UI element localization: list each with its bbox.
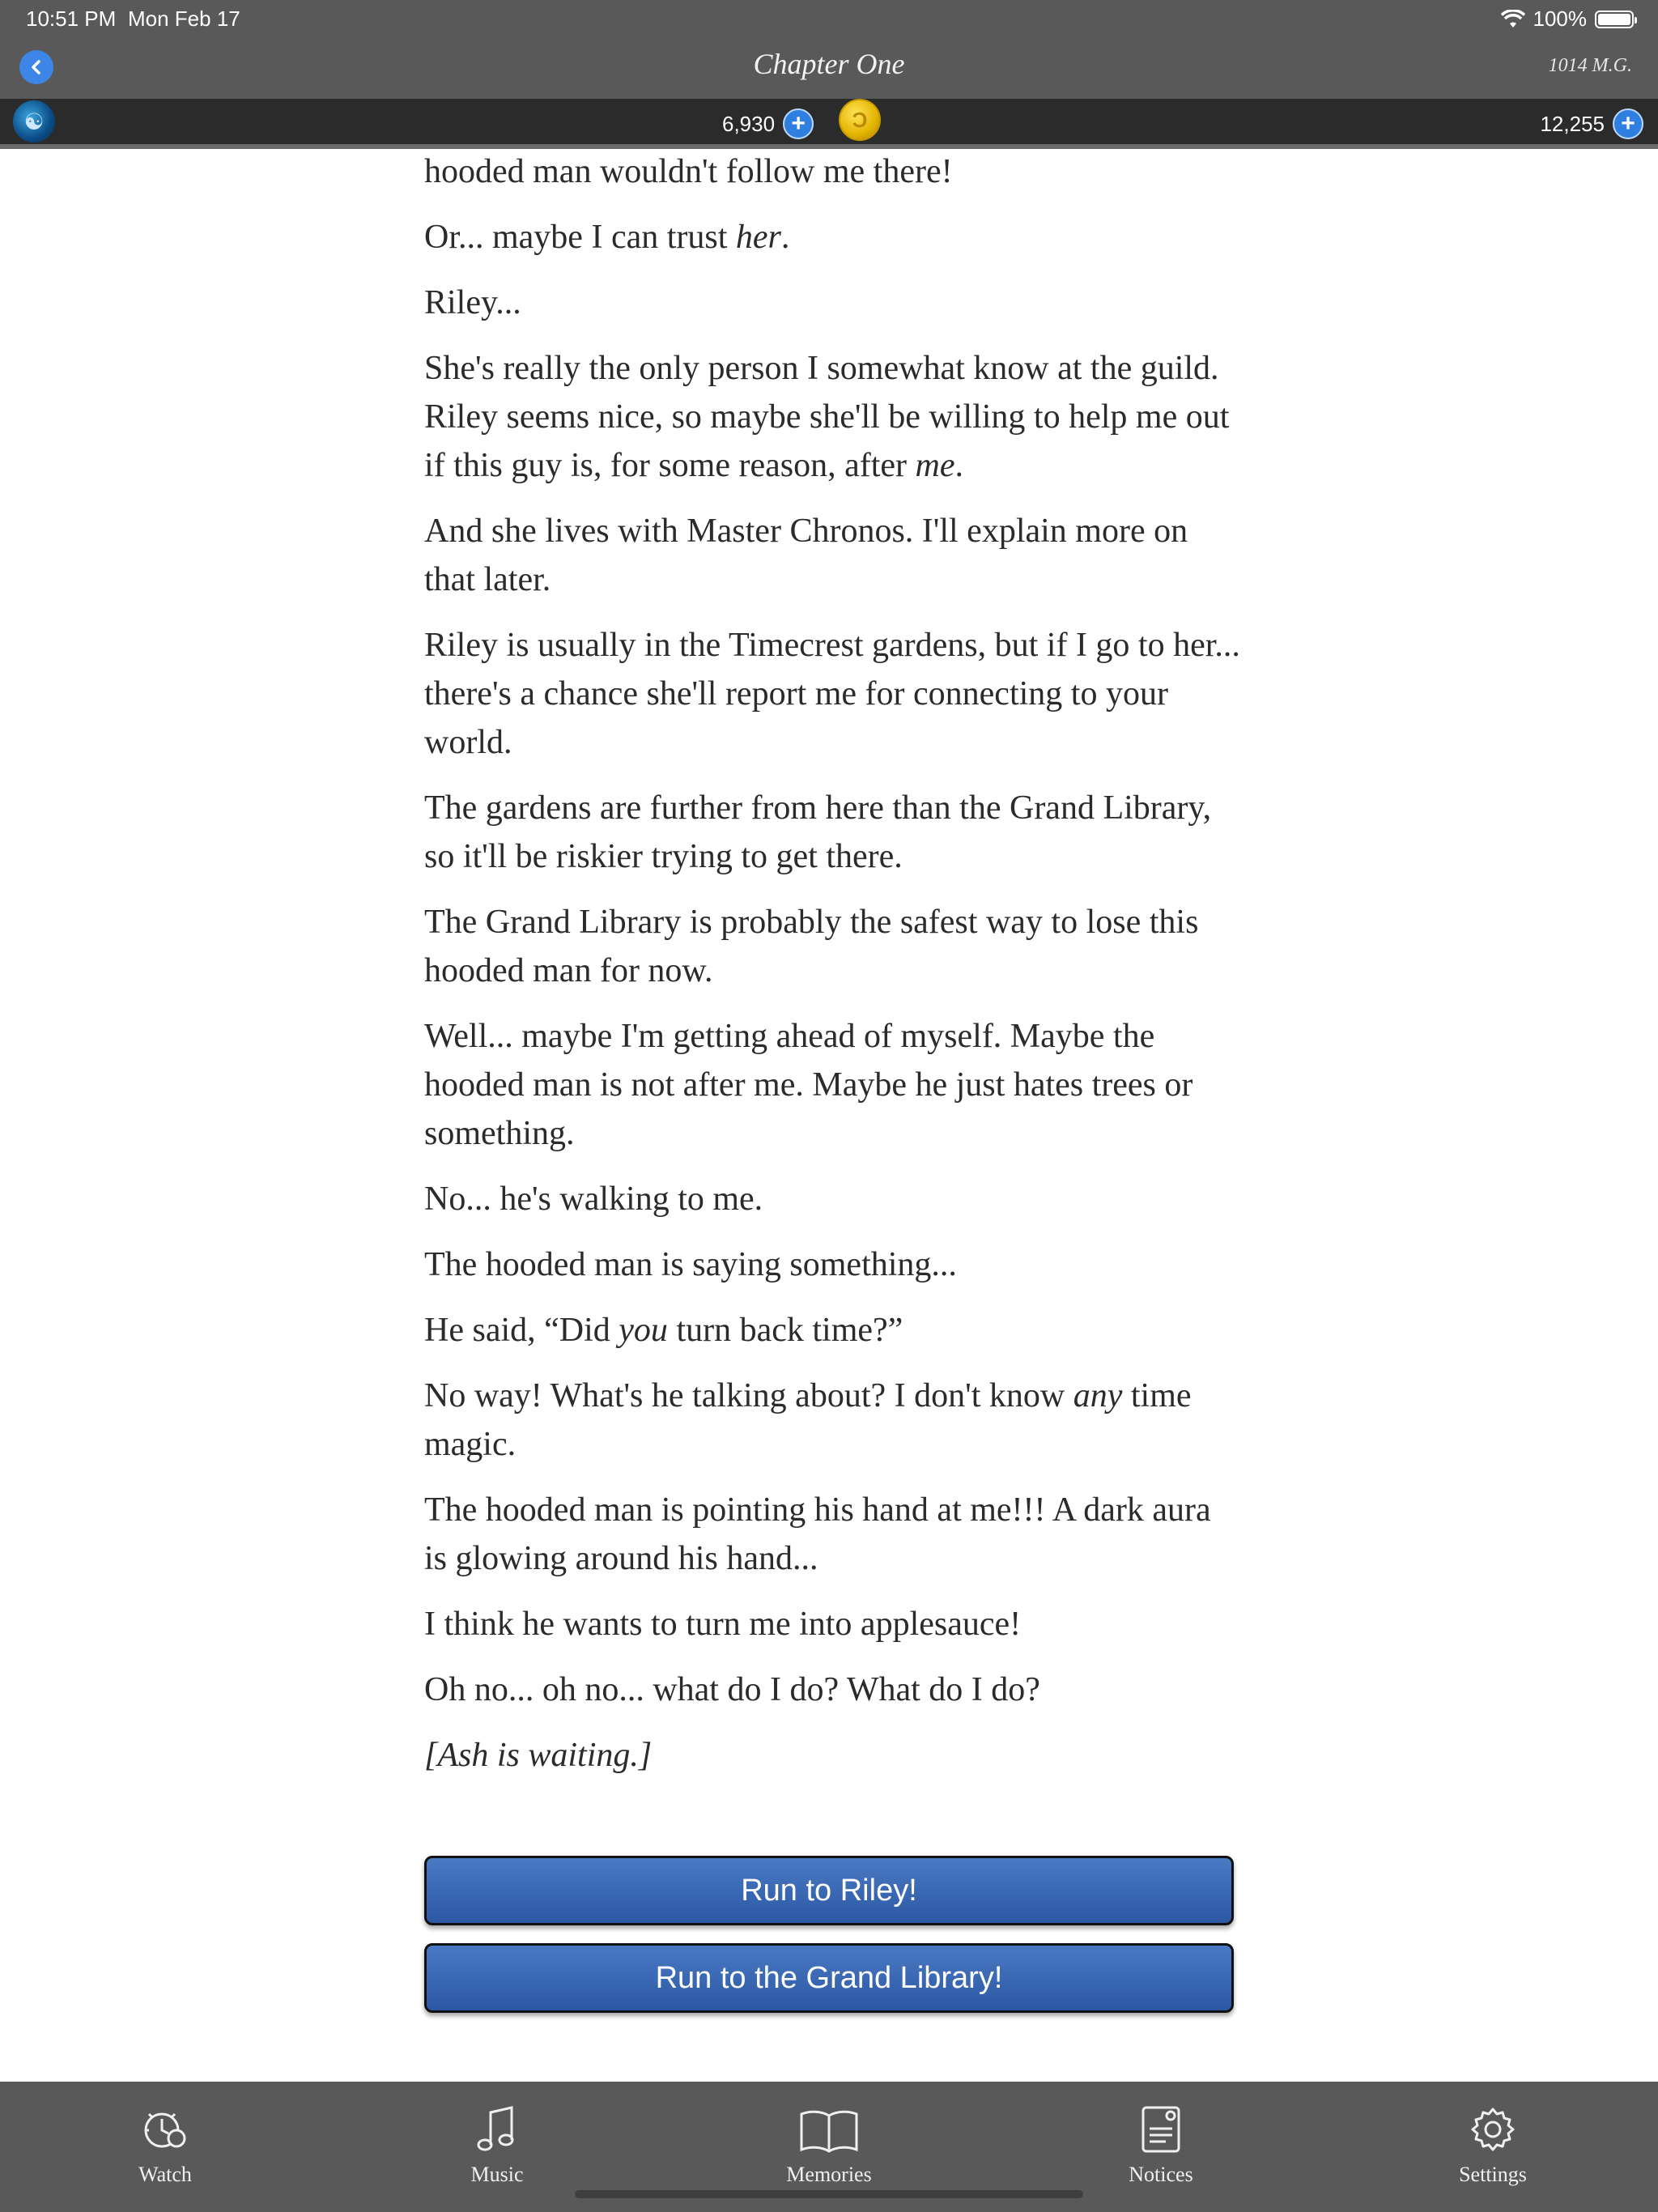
page-title: Chapter One bbox=[753, 48, 905, 80]
watch-icon bbox=[139, 2106, 191, 2155]
story-paragraph: The hooded man is saying something... bbox=[424, 1246, 957, 1283]
story-text bbox=[424, 147, 1242, 1797]
currency-left bbox=[722, 108, 814, 139]
home-indicator bbox=[575, 2190, 1083, 2198]
wifi-icon bbox=[1501, 10, 1525, 29]
avatar[interactable] bbox=[13, 100, 55, 143]
add-currency-right-button[interactable] bbox=[1613, 108, 1643, 139]
era-label: 1014 M.G. bbox=[1548, 55, 1632, 76]
book-icon bbox=[798, 2108, 860, 2155]
tab-settings[interactable] bbox=[1412, 2098, 1574, 2187]
currency-right bbox=[1540, 108, 1643, 139]
story-paragraph: No... he's walking to me. bbox=[424, 1180, 763, 1218]
story-paragraph: I think he wants to turn me into applesauce! bbox=[424, 1606, 1022, 1643]
tab-notices-label: Notices bbox=[1129, 2163, 1193, 2186]
story-paragraph: Or... maybe I can trust her. bbox=[424, 219, 790, 256]
coin-icon: Ͻ bbox=[839, 99, 881, 141]
tab-watch[interactable] bbox=[84, 2098, 246, 2187]
story-paragraph: Oh no... oh no... what do I do? What do I do? bbox=[424, 1671, 1040, 1708]
plus-icon: + bbox=[1621, 110, 1635, 137]
story-paragraph: He said, “Did you turn back time?” bbox=[424, 1312, 903, 1349]
plus-icon: + bbox=[791, 110, 806, 137]
gear-icon bbox=[1468, 2104, 1518, 2155]
currency-left-amount: 6,930 bbox=[722, 111, 776, 136]
clock-emblem-icon: ☯ bbox=[23, 108, 45, 134]
notice-document-icon bbox=[1140, 2104, 1182, 2155]
add-currency-left-button[interactable] bbox=[783, 108, 814, 139]
status-time: 10:51 PM bbox=[26, 6, 117, 31]
story-paragraph: The hooded man is pointing his hand at me!!! A dark aura is glowing around his hand... bbox=[424, 1491, 1211, 1577]
status-bar bbox=[0, 0, 1658, 40]
currency-right-amount: 12,255 bbox=[1540, 111, 1605, 136]
battery-icon bbox=[1595, 11, 1634, 28]
story-paragraph: Well... maybe I'm getting ahead of myself. Maybe the hooded man is not after me. Maybe he just hates trees or something. bbox=[424, 1018, 1193, 1152]
story-paragraph: hooded man wouldn't follow me there! bbox=[424, 153, 953, 190]
tab-settings-label: Settings bbox=[1459, 2163, 1527, 2186]
tab-watch-label: Watch bbox=[138, 2163, 192, 2186]
waiting-note: [Ash is waiting.] bbox=[424, 1737, 653, 1774]
tab-music-label: Music bbox=[470, 2163, 524, 2186]
tab-music[interactable] bbox=[416, 2098, 578, 2187]
status-date: Mon Feb 17 bbox=[128, 6, 240, 31]
story-paragraph: No way! What's he talking about? I don't know any time magic. bbox=[424, 1377, 1192, 1463]
tab-notices[interactable] bbox=[1080, 2098, 1242, 2187]
choice-run-to-riley-button[interactable]: Run to Riley! bbox=[424, 1856, 1234, 1925]
story-paragraph: And she lives with Master Chronos. I'll explain more on that later. bbox=[424, 513, 1188, 598]
tab-memories-label: Memories bbox=[786, 2163, 872, 2186]
tab-memories[interactable] bbox=[748, 2098, 910, 2187]
status-indicators bbox=[1501, 6, 1635, 32]
story-paragraph: The Grand Library is probably the safest way to lose this hooded man for now. bbox=[424, 904, 1199, 989]
story-paragraph: Riley... bbox=[424, 284, 521, 321]
nav-bar bbox=[0, 40, 1658, 99]
story-paragraph: The gardens are further from here than the Grand Library, so it'll be riskier trying to get there. bbox=[424, 789, 1212, 875]
currency-bar bbox=[0, 99, 1658, 149]
choice-run-to-library-button[interactable]: Run to the Grand Library! bbox=[424, 1943, 1234, 2013]
story-paragraph: She's really the only person I somewhat know at the guild. Riley seems nice, so maybe she'll be willing to help me out if this guy is, for some reason, after me. bbox=[424, 350, 1230, 484]
battery-percent: 100% bbox=[1533, 6, 1587, 31]
story-paragraph: Riley is usually in the Timecrest gardens, but if I go to her... there's a chance she'll report me for connecting to your world. bbox=[424, 627, 1240, 761]
music-note-icon bbox=[474, 2104, 520, 2155]
